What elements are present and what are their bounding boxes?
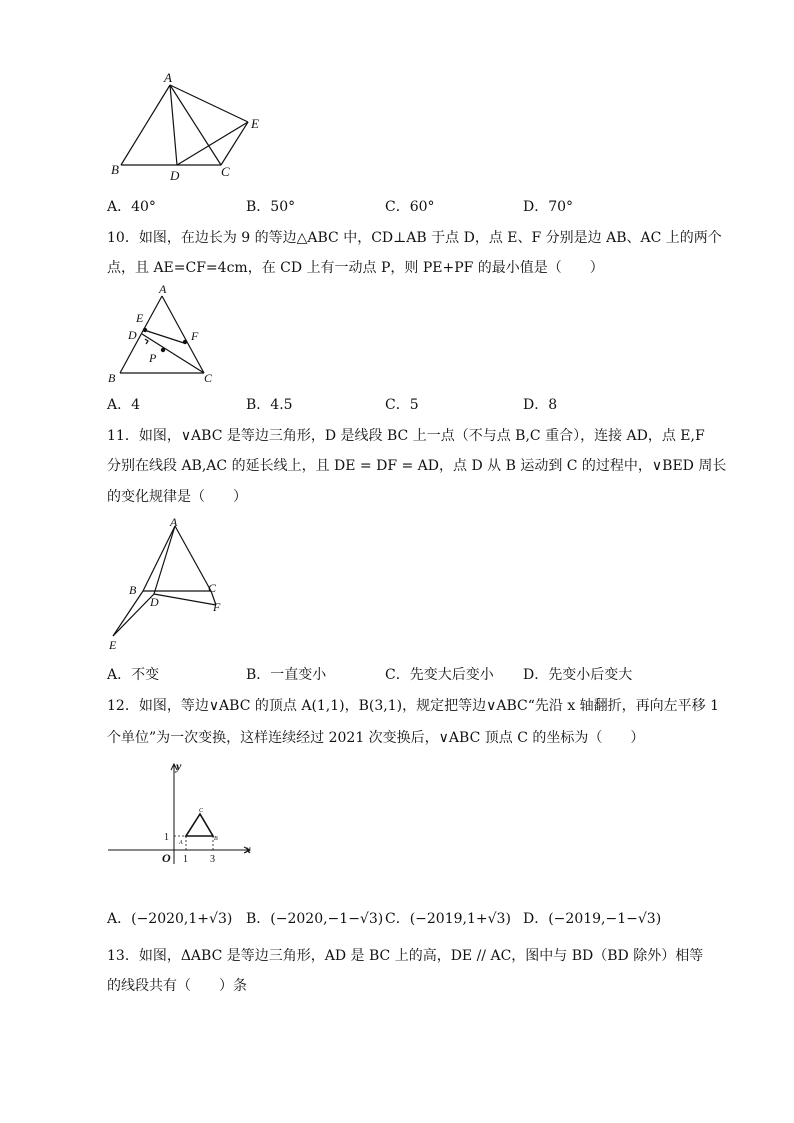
q12-label-A: A xyxy=(179,840,183,846)
q11-stem-line1: 11．如图，∨ABC 是等边三角形，D 是线段 BC 上一点（不与点 B,C 重合），连接 AD，点 E,F xyxy=(107,428,705,444)
q12-label-one-x: 1 xyxy=(183,854,188,865)
q10-label-A: A xyxy=(159,284,167,296)
q9-label-C: C xyxy=(221,164,230,179)
q9-figure xyxy=(108,66,278,186)
q12-option-b[interactable]: B．(−2020,−1−√3) xyxy=(246,911,384,927)
q11-option-c[interactable]: C．先变大后变小 xyxy=(385,667,494,683)
q10-option-b[interactable]: B．4.5 xyxy=(246,397,293,413)
q11-label-D: D xyxy=(150,595,159,609)
q12-label-one-y: 1 xyxy=(164,832,169,843)
q10-stem-line2: 点，且 AE=CF=4cm，在 CD 上有一动点 P，则 PE+PF 的最小值是（ ） xyxy=(107,260,604,276)
q12-label-C: C xyxy=(199,808,204,814)
q10-option-c[interactable]: C．5 xyxy=(385,397,419,413)
q11-label-B: B xyxy=(129,583,137,597)
q13-stem-line2: 的线段共有（ ）条 xyxy=(107,978,247,994)
q11-label-F: F xyxy=(213,600,221,614)
q12-label-three-x: 3 xyxy=(210,854,215,865)
q10-option-a[interactable]: A．4 xyxy=(107,397,141,413)
q10-label-B: B xyxy=(108,371,116,385)
q9-option-a[interactable]: A．40° xyxy=(107,199,156,215)
q12-label-O: O xyxy=(162,851,171,865)
q10-label-F: F xyxy=(191,329,199,343)
q9-label-B: B xyxy=(111,162,119,177)
q13-stem-line1: 13．如图，ΔABC 是等边三角形，AD 是 BC 上的高，DE // AC，图中与 BD（BD 除外）相等 xyxy=(107,948,704,964)
q9-label-D: D xyxy=(170,168,180,183)
q10-label-P: P xyxy=(149,351,157,365)
q10-label-E: E xyxy=(136,311,144,325)
q12-label-B: B xyxy=(214,836,218,842)
q10-label-D: D xyxy=(128,328,137,342)
q11-option-d[interactable]: D．先变小后变大 xyxy=(523,667,633,683)
q11-stem-line3: 的变化规律是（ ） xyxy=(107,489,247,505)
q9-option-b[interactable]: B．50° xyxy=(246,199,296,215)
q12-stem-line2: 个单位”为一次变换，这样连续经过 2021 次变换后，∨ABC 顶点 C 的坐标为（ ） xyxy=(107,730,645,746)
q12-option-d[interactable]: D．(−2019,−1−√3) xyxy=(523,911,662,927)
q10-figure xyxy=(106,284,226,388)
q12-stem-line1: 12．如图，等边∨ABC 的顶点 A(1,1)，B(3,1)，规定把等边∨ABC“先沿 x 轴翻折，再向左平移 1 xyxy=(107,698,720,714)
q12-label-x: x xyxy=(245,842,251,856)
q12-option-a[interactable]: A．(−2020,1+√3) xyxy=(107,911,233,927)
q11-stem-line2: 分别在线段 AB,AC 的延长线上，且 DE = DF = AD，点 D 从 B 运动到 C 的过程中，∨BED 周长 xyxy=(107,458,727,474)
q11-option-b[interactable]: B．一直变小 xyxy=(246,667,327,683)
q11-label-E: E xyxy=(109,638,117,652)
q9-label-E: E xyxy=(251,116,259,131)
q10-option-d[interactable]: D．8 xyxy=(523,397,558,413)
q9-option-c[interactable]: C．60° xyxy=(385,199,435,215)
q11-label-C: C xyxy=(208,581,217,595)
q11-figure xyxy=(104,514,234,654)
q9-label-A: A xyxy=(164,70,172,85)
q12-option-c[interactable]: C．(−2019,1+√3) xyxy=(385,911,511,927)
q11-label-A: A xyxy=(170,515,178,529)
q12-figure xyxy=(104,758,264,870)
q10-label-C: C xyxy=(204,371,213,385)
q9-option-d[interactable]: D．70° xyxy=(523,199,574,215)
q10-stem-line1: 10．如图，在边长为 9 的等边△ABC 中，CD⊥AB 于点 D，点 E、F 分别是边 AB、AC 上的两个 xyxy=(107,230,722,246)
q11-option-a[interactable]: A．不变 xyxy=(107,667,160,683)
q12-triangle-abc xyxy=(186,814,213,836)
q12-label-y: y xyxy=(176,759,182,773)
